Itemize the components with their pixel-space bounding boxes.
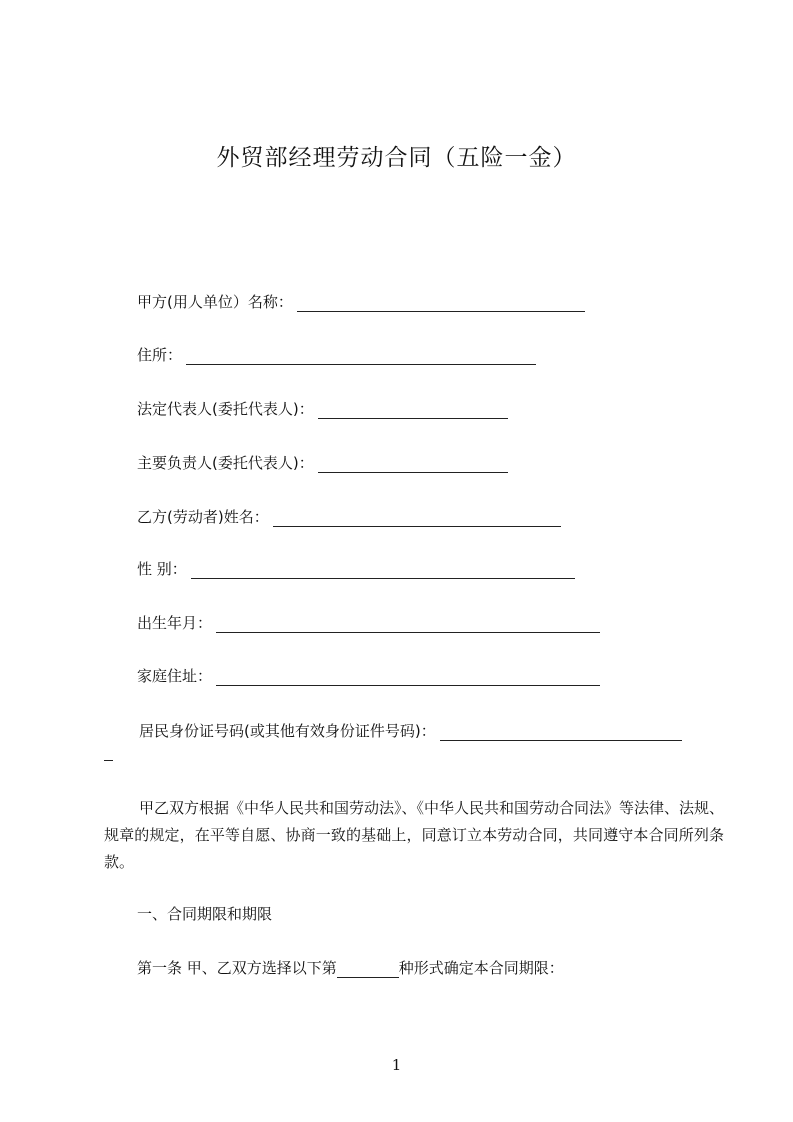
employer-name-label: 甲方(用人单位）名称： xyxy=(137,293,293,311)
page-number: 1 xyxy=(391,1056,402,1074)
article-1-blank[interactable] xyxy=(337,961,399,978)
gender-blank[interactable] xyxy=(191,562,575,579)
document-title: 外贸部经理劳动合同（五险一金） xyxy=(216,145,577,171)
article-1 xyxy=(137,958,564,978)
intro-paragraph: 甲乙双方根据《中华人民共和国劳动法》、《中华人民共和国劳动合同法》等法律、法规、规章的规定，在平等自愿、协商一致的基础上，同意订立本劳动合同，共同遵守本合同所列条款。 xyxy=(104,799,725,871)
birth-date-label: 出生年月： xyxy=(137,614,213,632)
article-1-text-after: 种形式确定本合同期限： xyxy=(398,959,564,977)
employer-name-blank[interactable] xyxy=(297,295,585,312)
id-number-blank-continuation xyxy=(104,760,113,761)
birth-date-field xyxy=(137,613,600,633)
principal-label: 主要负责人(委托代表人)： xyxy=(137,454,314,472)
principal-field xyxy=(137,453,508,473)
legal-rep-label: 法定代表人(委托代表人)： xyxy=(137,400,314,418)
employee-name-label: 乙方(劳动者)姓名： xyxy=(137,508,269,526)
birth-date-blank[interactable] xyxy=(216,616,600,633)
id-number-field xyxy=(139,721,682,741)
employer-name-field xyxy=(137,292,585,312)
employee-name-field xyxy=(137,507,561,527)
home-address-label: 家庭住址： xyxy=(137,667,213,685)
id-number-blank[interactable] xyxy=(440,724,682,741)
article-1-text-before: 第一条 甲、乙双方选择以下第 xyxy=(137,959,337,977)
gender-field xyxy=(137,559,575,579)
gender-label: 性 别： xyxy=(137,560,187,578)
id-number-label: 居民身份证号码(或其他有效身份证件号码)： xyxy=(139,722,436,740)
principal-blank[interactable] xyxy=(318,456,508,473)
address-label: 住所： xyxy=(137,346,183,364)
address-field xyxy=(137,345,536,365)
section-heading: 一、合同期限和期限 xyxy=(137,905,273,923)
home-address-field xyxy=(137,666,600,686)
home-address-blank[interactable] xyxy=(216,669,600,686)
address-blank[interactable] xyxy=(186,348,536,365)
legal-rep-field xyxy=(137,399,508,419)
employee-name-blank[interactable] xyxy=(273,510,561,527)
legal-rep-blank[interactable] xyxy=(318,402,508,419)
